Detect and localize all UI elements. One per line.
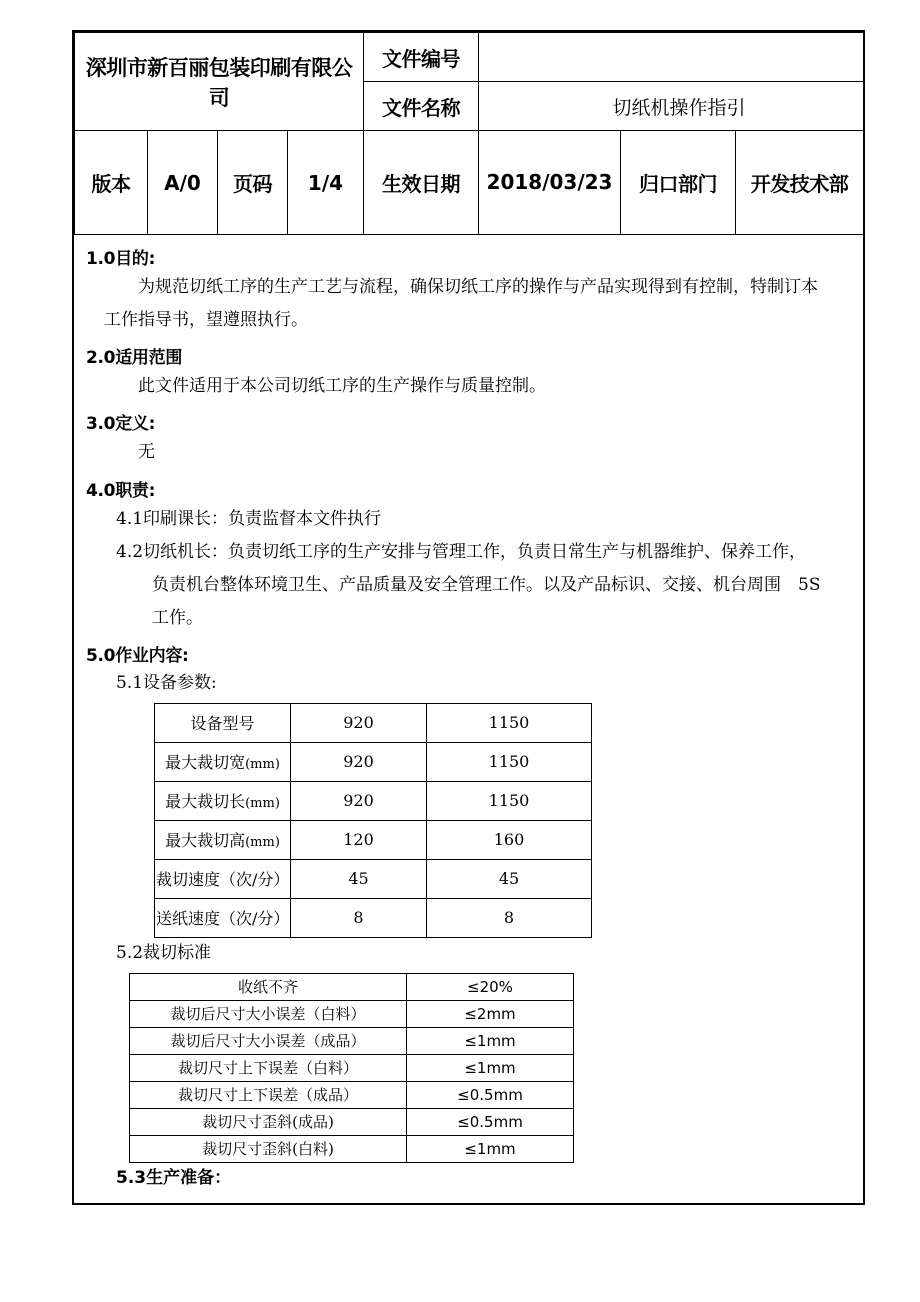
standard-item-value: ≤0.5mm (407, 1082, 574, 1109)
equipment-value-1150: 1150 (427, 742, 592, 781)
section-5-title: 5.0作业内容: (86, 646, 189, 667)
section-4-1: 4.1印刷课长：负责监督本文件执行 (116, 508, 382, 529)
equipment-param-name: 最大裁切高(mm) (155, 820, 291, 859)
table-row (155, 820, 592, 859)
standard-item-name: 收纸不齐 (130, 974, 407, 1001)
standard-item-name: 裁切尺寸歪斜(白料) (130, 1136, 407, 1163)
table-row (130, 1082, 574, 1109)
doc-name-value: 切纸机操作指引 (479, 82, 864, 131)
equipment-param-name: 设备型号 (155, 703, 291, 742)
doc-number-label: 文件编号 (364, 33, 479, 82)
standard-item-value: ≤1mm (407, 1136, 574, 1163)
section-5-1-title: 5.1设备参数: (116, 673, 217, 694)
section-4-2-line-3: 工作。 (152, 607, 203, 628)
table-row (155, 859, 592, 898)
section-4-2-line-1: 4.2切纸机长：负责切纸工序的生产安排与管理工作，负责日常生产与机器维护、保养工作， (116, 541, 807, 562)
equipment-value-920: 920 (291, 742, 427, 781)
equipment-parameters-table (154, 703, 592, 938)
table-row (155, 703, 592, 742)
version-value: A/0 (148, 131, 218, 235)
table-row (130, 1001, 574, 1028)
table-row (155, 781, 592, 820)
document-header-table (74, 32, 864, 235)
equipment-value-1150: 45 (427, 859, 592, 898)
table-row (130, 1109, 574, 1136)
equipment-value-920: 920 (291, 781, 427, 820)
effective-date-value: 2018/03/23 (479, 131, 621, 235)
header-row-company (75, 33, 864, 82)
standard-item-value: ≤1mm (407, 1028, 574, 1055)
equipment-param-unit: (mm) (245, 757, 280, 773)
standard-item-name: 裁切后尺寸大小误差（白料） (130, 1001, 407, 1028)
equipment-param-name: 最大裁切宽(mm) (155, 742, 291, 781)
section-2-body: 此文件适用于本公司切纸工序的生产操作与质量控制。 (138, 376, 546, 397)
standard-item-value: ≤0.5mm (407, 1109, 574, 1136)
doc-name-label: 文件名称 (364, 82, 479, 131)
doc-number-value (479, 33, 864, 82)
standard-item-value: ≤2mm (407, 1001, 574, 1028)
equipment-value-920: 45 (291, 859, 427, 898)
effective-date-label: 生效日期 (364, 131, 479, 235)
cutting-standards-table (129, 973, 574, 1163)
equipment-param-unit: (mm) (245, 796, 280, 812)
standard-item-name: 裁切尺寸上下误差（成品） (130, 1082, 407, 1109)
standard-item-name: 裁切尺寸歪斜(成品) (130, 1109, 407, 1136)
section-1-title: 1.0目的: (86, 249, 156, 269)
section-1-line-2: 工作指导书，望遵照执行。 (104, 310, 308, 331)
equipment-param-name: 最大裁切长(mm) (155, 781, 291, 820)
table-row (155, 898, 592, 937)
section-4-title: 4.0职责: (86, 480, 156, 501)
section-5-2-title: 5.2裁切标准 (116, 942, 212, 963)
standard-item-value: ≤20% (407, 974, 574, 1001)
page-value: 1/4 (288, 131, 364, 235)
standard-item-name: 裁切后尺寸大小误差（成品） (130, 1028, 407, 1055)
table-row (130, 1055, 574, 1082)
standard-item-name: 裁切尺寸上下误差（白料） (130, 1055, 407, 1082)
equipment-param-name: 裁切速度（次/分） (155, 859, 291, 898)
section-5-3-title: 5.3生产准备： (116, 1168, 232, 1189)
equipment-value-1150: 1150 (427, 781, 592, 820)
equipment-value-1150: 1150 (427, 703, 592, 742)
version-label: 版本 (75, 131, 148, 235)
table-row (130, 1028, 574, 1055)
document-frame (72, 30, 865, 1205)
equipment-value-1150: 8 (427, 898, 592, 937)
section-2-title: 2.0适用范围 (86, 348, 183, 369)
equipment-value-920: 120 (291, 820, 427, 859)
equipment-param-unit: (mm) (245, 835, 280, 851)
equipment-param-name: 送纸速度（次/分） (155, 898, 291, 937)
section-4-2-line-2: 负责机台整体环境卫生、产品质量及安全管理工作。以及产品标识、交接、机台周围 5S (152, 574, 821, 595)
header-row-meta (75, 131, 864, 235)
section-3-title: 3.0定义: (86, 414, 156, 435)
table-row (155, 742, 592, 781)
owner-dept-value: 开发技术部 (736, 131, 864, 235)
section-1-line-1: 为规范切纸工序的生产工艺与流程，确保切纸工序的操作与产品实现得到有控制，特制订本 (138, 277, 818, 297)
section-3-body: 无 (138, 442, 155, 463)
company-name: 深圳市新百丽包装印刷有限公司 (75, 33, 364, 131)
table-row (130, 974, 574, 1001)
table-row (130, 1136, 574, 1163)
document-body (74, 238, 863, 1188)
equipment-value-920: 920 (291, 703, 427, 742)
equipment-value-1150: 160 (427, 820, 592, 859)
page-label: 页码 (218, 131, 288, 235)
standard-item-value: ≤1mm (407, 1055, 574, 1082)
equipment-value-920: 8 (291, 898, 427, 937)
owner-dept-label: 归口部门 (621, 131, 736, 235)
